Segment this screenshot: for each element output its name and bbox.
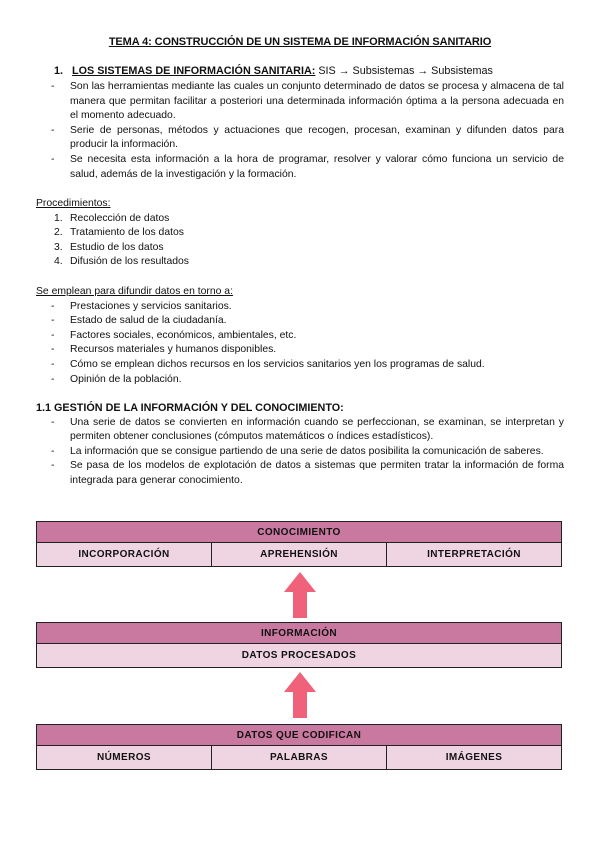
section-1-heading [54,65,493,77]
datos-box [36,724,562,770]
difundir-block [36,285,564,387]
conocimiento-box [36,521,562,567]
datos-title: DATOS QUE CODIFICAN [36,724,562,746]
item-number: 2. [54,227,63,239]
list-item: - Cómo se emplean dichos recursos en los servicios sanitarios yen los programas de salud. [36,358,564,373]
cell-aprehension: APREHENSIÓN [211,543,386,566]
list-item: - Opinión de la población. [36,373,564,388]
list-item: - Factores sociales, económicos, ambientales, etc. [36,329,564,344]
procedimientos-heading: Procedimientos: [36,198,111,209]
difundir-heading: Se emplean para difundir datos en torno a: [36,286,233,297]
informacion-box [36,622,562,668]
list-item: - Se necesita esta información a la hora de programar, resolver y valorar cómo funciona un servicio de salud, además de la investigación y la formación. [36,153,564,182]
cell-numeros: NÚMEROS [97,752,151,763]
item-text: Recolección de datos [70,212,170,224]
informacion-title: INFORMACIÓN [36,622,562,644]
section-1-bullets [36,80,564,182]
list-item [36,212,564,227]
list-item: - Son las herramientas mediante las cuales un conjunto determinado de datos se procesa y almacena de tal manera que permitan facilitar a posteriori una determinada información óptima a la persona adecuada en el momento adecuado. [36,80,564,124]
section-1-1-heading: 1.1 GESTIÓN DE LA INFORMACIÓN Y DEL CONOCIMIENTO: [36,402,344,414]
section-1-1 [36,401,564,489]
datos-procesados: DATOS PROCESADOS [36,644,562,668]
up-arrow-icon [282,570,318,620]
list-item: - Una serie de datos se convierten en información cuando se perfeccionan, se examinan, se interpretan y permiten obtener conclusiones (cómputos matemáticos o índices estadísticos). [36,416,564,445]
cell-interpretacion: INTERPRETACIÓN [386,543,561,566]
list-item: - Serie de personas, métodos y actuaciones que recogen, procesan, examinan y difunden datos para producir la información. [36,124,564,153]
conocimiento-row [36,543,562,567]
datos-row [36,746,562,770]
list-item: - Prestaciones y servicios sanitarios. [36,300,564,315]
cell-imagenes: IMÁGENES [386,746,561,769]
item-text: Estudio de los datos [70,241,164,253]
section-heading-label: LOS SISTEMAS DE INFORMACIÓN SANITARIA: [72,65,316,77]
item-number: 3. [54,241,63,253]
section-heading-tail: SIS → Subsistemas → Subsistemas [315,65,493,77]
cell-incorporacion: INCORPORACIÓN [78,549,170,560]
list-item [36,241,564,256]
list-item: - Estado de salud de la ciudadanía. [36,314,564,329]
conocimiento-title: CONOCIMIENTO [36,521,562,543]
item-number: 4. [54,256,63,268]
list-item: - Recursos materiales y humanos disponibles. [36,343,564,358]
cell-palabras: PALABRAS [211,746,386,769]
page-title: TEMA 4: CONSTRUCCIÓN DE UN SISTEMA DE INFORMACIÓN SANITARIO [108,36,492,48]
section-number: 1. [54,65,64,77]
item-text: Tratamiento de los datos [70,227,184,239]
item-text: Difusión de los resultados [70,256,189,268]
list-item: - La información que se consigue partiendo de una serie de datos posibilita la comunicación de saberes. [36,445,564,460]
item-number: 1. [54,212,63,224]
procedimientos-block [36,197,564,270]
list-item [36,255,564,270]
list-item [36,226,564,241]
up-arrow-icon [282,670,318,720]
list-item: - Se pasa de los modelos de explotación de datos a sistemas que permiten tratar la información de forma integrada para generar conocimiento. [36,459,564,488]
